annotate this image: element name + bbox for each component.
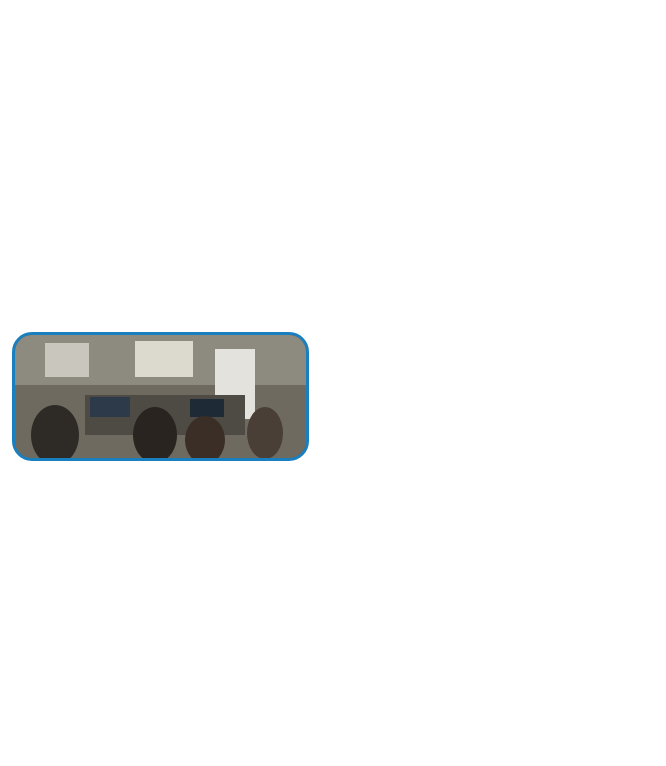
morning-program: [345, 176, 655, 186]
afternoon-program: [345, 321, 655, 342]
hub-meeting-photo: [12, 332, 309, 461]
photo-illustration: [15, 335, 306, 458]
